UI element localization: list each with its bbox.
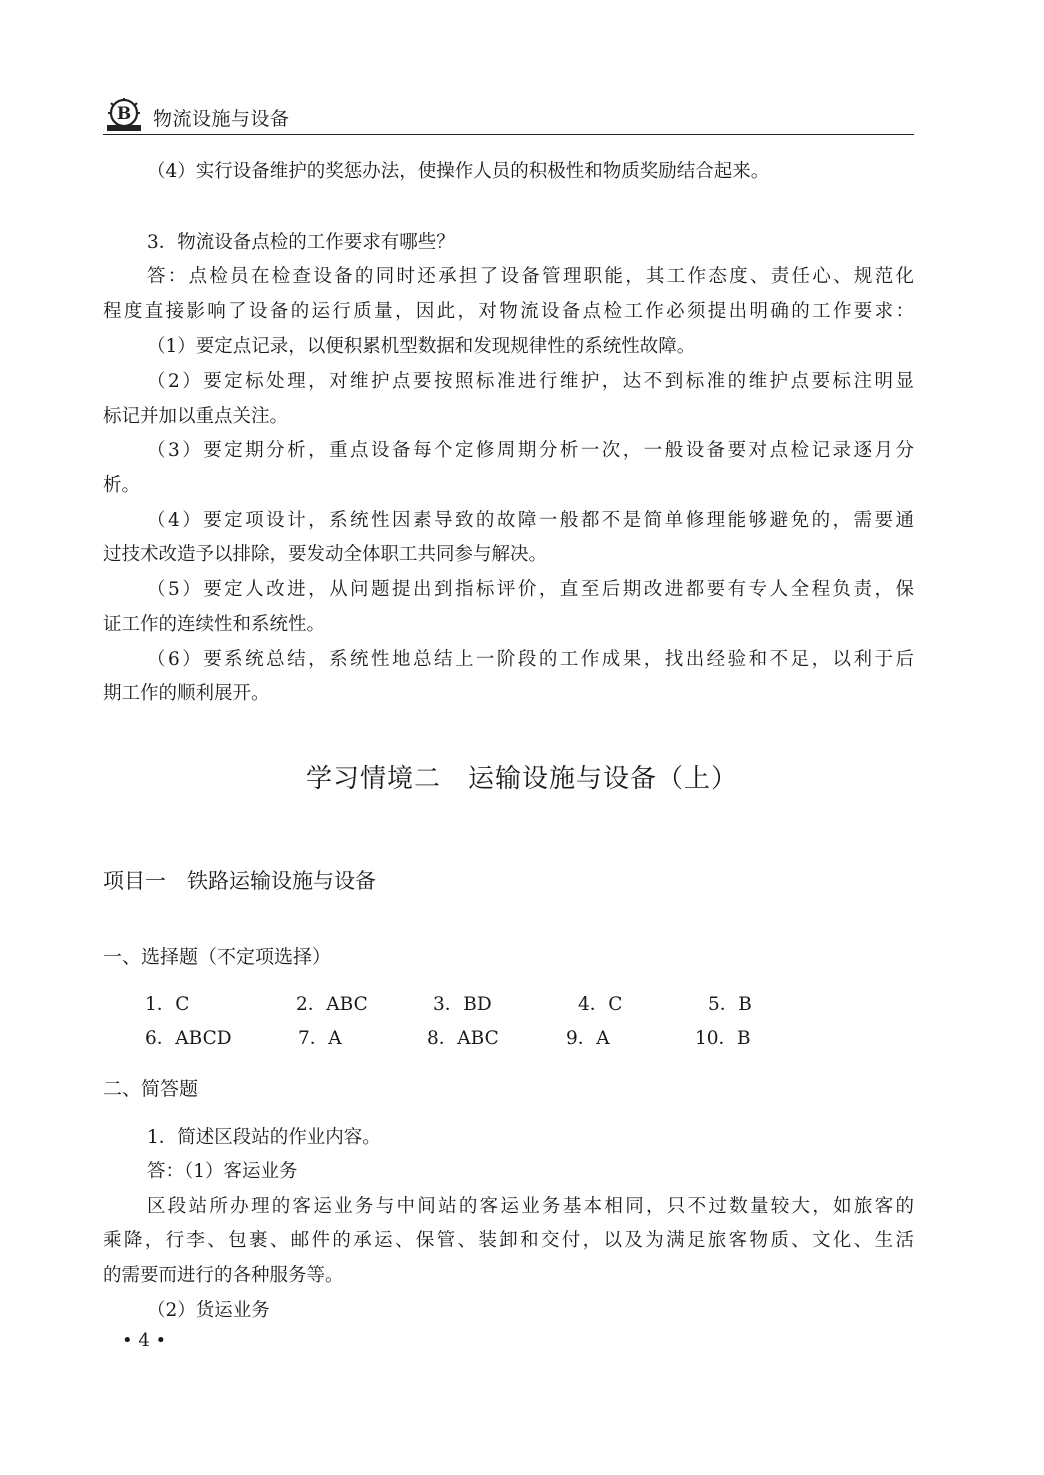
- answer-line: 乘降，行李、包裹、邮件的承运、保管、装卸和交付，以及为满足旅客物质、文化、生活: [103, 1230, 914, 1251]
- question-1: 1．简述区段站的作业内容。: [147, 1127, 381, 1148]
- requirement-1: （1）要定点记录，以便积累机型数据和发现规律性的系统性故障。: [147, 336, 696, 357]
- answer-item: 6．ABCD: [145, 1028, 232, 1049]
- section-title-short-answer: 二、简答题: [103, 1078, 199, 1100]
- project-title: 项目一 铁路运输设施与设备: [103, 869, 376, 893]
- answer-line: 程度直接影响了设备的运行质量，因此，对物流设备点检工作必须提出明确的工作要求：: [103, 301, 914, 322]
- book-title: 物流设施与设备: [153, 108, 290, 130]
- answer-item: 8．ABC: [427, 1028, 499, 1049]
- answer-item: 2．ABC: [296, 994, 368, 1015]
- answer-item: 7．A: [298, 1028, 342, 1049]
- requirement-2-cont: 标记并加以重点关注。: [103, 406, 289, 427]
- answer-heading: 答：（1）客运业务: [147, 1161, 298, 1182]
- answer-line: 的需要而进行的各种服务等。: [103, 1265, 344, 1286]
- publisher-logo-icon: [103, 98, 145, 132]
- svg-text:B: B: [116, 104, 132, 124]
- section-title-choice: 一、选择题（不定项选择）: [103, 946, 332, 968]
- requirement-3-cont: 析。: [103, 475, 141, 496]
- answer-item: 10．B: [695, 1028, 751, 1049]
- requirement-4-cont: 过技术改造予以排除，要发动全体职工共同参与解决。: [103, 544, 548, 565]
- answer-line: 答：点检员在检查设备的同时还承担了设备管理职能，其工作态度、责任心、规范化: [147, 266, 914, 287]
- answer-item: 5．B: [708, 994, 752, 1015]
- requirement-5-cont: 证工作的连续性和系统性。: [103, 614, 326, 635]
- answer-heading: （2）货运业务: [147, 1300, 270, 1321]
- requirement-2: （2）要定标处理，对维护点要按照标准进行维护，达不到标准的维护点要标注明显: [147, 371, 914, 392]
- question-3: 3．物流设备点检的工作要求有哪些？: [147, 232, 455, 253]
- requirement-6-cont: 期工作的顺利展开。: [103, 683, 270, 704]
- page-number: • 4 •: [122, 1330, 167, 1351]
- paragraph-line: （4）实行设备维护的奖惩办法，使操作人员的积极性和物质奖励结合起来。: [147, 161, 770, 182]
- answer-line: 区段站所办理的客运业务与中间站的客运业务基本相同，只不过数量较大，如旅客的: [147, 1196, 914, 1217]
- chapter-title: 学习情境二 运输设施与设备（上）: [305, 764, 738, 794]
- answer-item: 1．C: [145, 994, 190, 1015]
- answer-item: 3．BD: [433, 994, 492, 1015]
- running-header: [103, 98, 914, 135]
- requirement-3: （3）要定期分析，重点设备每个定修周期分析一次，一般设备要对点检记录逐月分: [147, 440, 914, 461]
- requirement-5: （5）要定人改进，从问题提出到指标评价，直至后期改进都要有专人全程负责，保: [147, 579, 914, 600]
- answer-item: 9．A: [566, 1028, 610, 1049]
- requirement-6: （6）要系统总结，系统性地总结上一阶段的工作成果，找出经验和不足，以利于后: [147, 649, 914, 670]
- answer-item: 4．C: [578, 994, 623, 1015]
- requirement-4: （4）要定项设计，系统性因素导致的故障一般都不是简单修理能够避免的，需要通: [147, 510, 914, 531]
